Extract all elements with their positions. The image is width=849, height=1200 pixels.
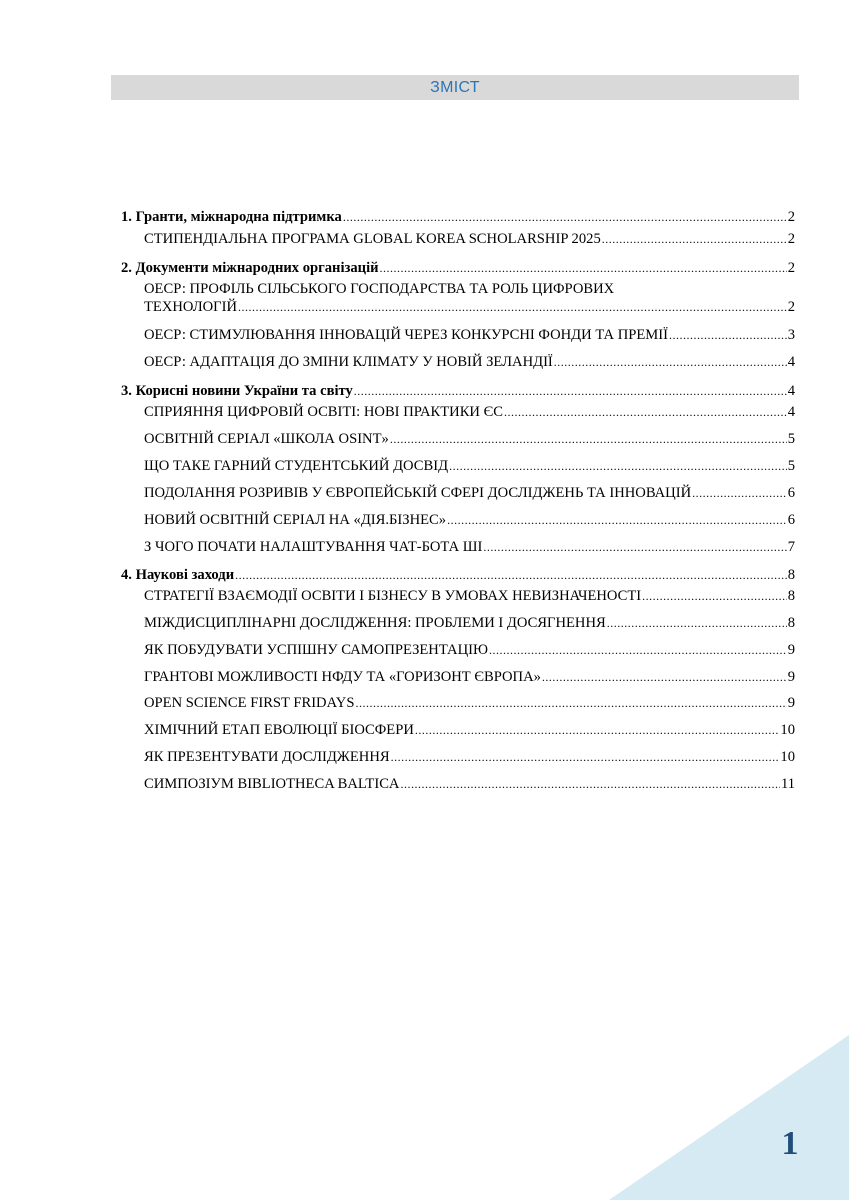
toc-entry-page: 4 <box>787 383 795 399</box>
toc-leader <box>447 511 787 529</box>
toc-entry-page: 7 <box>787 539 795 555</box>
toc-entry-title: 4. Наукові заходи <box>121 567 235 583</box>
toc-entry-title: ПОДОЛАННЯ РОЗРИВІВ У ЄВРОПЕЙСЬКІЙ СФЕРІ ДОСЛІДЖЕНЬ ТА ІННОВАЦІЙ <box>144 485 692 501</box>
toc-leader <box>235 566 787 584</box>
toc-leader <box>343 208 787 226</box>
toc-entry-page: 5 <box>787 431 795 447</box>
toc-entry-title: ЯК ПОБУДУВАТИ УСПІШНУ САМОПРЕЗЕНТАЦІЮ <box>144 642 488 658</box>
toc-entry-title: ТЕХНОЛОГІЙ <box>144 299 237 315</box>
toc-entry[interactable] <box>144 457 795 475</box>
toc-entry-title: ЯК ПРЕЗЕНТУВАТИ ДОСЛІДЖЕННЯ <box>144 749 390 765</box>
toc-leader <box>504 403 787 421</box>
toc-entry-page: 2 <box>787 231 795 247</box>
toc-entry-title: 1. Гранти, міжнародна підтримка <box>121 209 342 225</box>
toc-entry-title-line1: ОЕСР: ПРОФІЛЬ СІЛЬСЬКОГО ГОСПОДАРСТВА ТА РОЛЬ ЦИФРОВИХ <box>144 281 615 297</box>
toc-entry[interactable] <box>144 353 795 371</box>
toc-entry-title: ОСВІТНІЙ СЕРІАЛ «ШКОЛА OSINT» <box>144 431 389 447</box>
toc-entry[interactable] <box>121 208 795 226</box>
toc-entry[interactable] <box>144 641 795 659</box>
toc-entry-page: 8 <box>787 567 795 583</box>
toc-entry[interactable] <box>144 775 795 793</box>
toc-leader <box>602 230 787 248</box>
toc-entry-page: 2 <box>787 260 795 276</box>
toc-leader <box>238 298 787 316</box>
toc-entry-page: 5 <box>787 458 795 474</box>
toc-leader <box>355 694 786 712</box>
toc-entry-page: 2 <box>787 299 795 315</box>
toc-entry-title: ГРАНТОВІ МОЖЛИВОСТІ НФДУ ТА «ГОРИЗОНТ ЄВРОПА» <box>144 669 541 685</box>
toc-entry-page: 4 <box>787 404 795 420</box>
toc-leader <box>692 484 787 502</box>
toc-entry-line2 <box>144 298 795 316</box>
toc-leader <box>554 353 787 371</box>
toc-leader <box>483 538 786 556</box>
toc-entry[interactable] <box>144 430 795 448</box>
toc-leader <box>669 326 787 344</box>
toc-leader <box>354 382 787 400</box>
toc-leader <box>415 721 780 739</box>
toc-entry[interactable] <box>144 668 795 686</box>
toc-entry[interactable] <box>144 511 795 529</box>
toc-entry[interactable] <box>144 587 795 605</box>
toc-entry-title: СПРИЯННЯ ЦИФРОВІЙ ОСВІТІ: НОВІ ПРАКТИКИ ЄС <box>144 404 503 420</box>
toc-entry-page: 9 <box>787 642 795 658</box>
corner-triangle-shape <box>609 1035 849 1200</box>
toc-entry[interactable] <box>121 566 795 584</box>
toc-entry-title: З ЧОГО ПОЧАТИ НАЛАШТУВАННЯ ЧАТ-БОТА ШІ <box>144 539 483 555</box>
toc-entry-page: 4 <box>787 354 795 370</box>
toc-entry-title: МІЖДИСЦИПЛІНАРНІ ДОСЛІДЖЕННЯ: ПРОБЛЕМИ І ДОСЯГНЕННЯ <box>144 615 606 631</box>
toc-entry[interactable] <box>144 484 795 502</box>
toc-entry-page: 9 <box>787 695 795 711</box>
toc-leader <box>489 641 787 659</box>
toc-entry[interactable] <box>144 721 795 739</box>
toc-entry[interactable] <box>144 694 795 712</box>
toc-leader <box>449 457 787 475</box>
toc-entry-title: СТРАТЕГІЇ ВЗАЄМОДІЇ ОСВІТИ І БІЗНЕСУ В УМОВАХ НЕВИЗНАЧЕНОСТІ <box>144 588 642 604</box>
toc-entry-title: 3. Корисні новини України та світу <box>121 383 353 399</box>
toc-entry[interactable] <box>144 280 795 316</box>
page-title: ЗМІСТ <box>430 79 480 96</box>
toc-entry-title: СИМПОЗІУМ BIBLIOTHECA BALTICA <box>144 776 400 792</box>
toc-entry-title: ХІМІЧНИЙ ЕТАП ЕВОЛЮЦІЇ БІОСФЕРИ <box>144 722 414 738</box>
decorative-corner-triangle <box>609 1035 849 1200</box>
toc-entry[interactable] <box>144 614 795 632</box>
toc-entry-page: 3 <box>787 327 795 343</box>
toc-entry[interactable] <box>121 382 795 400</box>
toc-entry-title: ОЕСР: СТИМУЛЮВАННЯ ІННОВАЦІЙ ЧЕРЕЗ КОНКУРСНІ ФОНДИ ТА ПРЕМІЇ <box>144 327 668 343</box>
toc-entry-title: НОВИЙ ОСВІТНІЙ СЕРІАЛ НА «ДІЯ.БІЗНЕС» <box>144 512 447 528</box>
toc-entry-title: ОЕСР: АДАПТАЦІЯ ДО ЗМІНИ КЛІМАТУ У НОВІЙ ЗЕЛАНДІЇ <box>144 354 553 370</box>
toc-entry-page: 6 <box>787 485 795 501</box>
header-bar <box>111 75 799 100</box>
toc-entry-title: OPEN SCIENCE FIRST FRIDAYS <box>144 695 355 711</box>
toc-entry-page: 11 <box>780 776 795 792</box>
toc-entry-title: СТИПЕНДІАЛЬНА ПРОГРАМА GLOBAL KOREA SCHOLARSHIP 2025 <box>144 231 601 247</box>
toc-leader <box>542 668 787 686</box>
page-number: 1 <box>781 1125 799 1162</box>
toc-leader <box>642 587 787 605</box>
toc-entry-title: ЩО ТАКЕ ГАРНИЙ СТУДЕНТСЬКИЙ ДОСВІД <box>144 458 449 474</box>
toc-entry-page: 10 <box>780 722 795 738</box>
toc-entry[interactable] <box>144 748 795 766</box>
toc-entry-page: 6 <box>787 512 795 528</box>
toc-leader <box>391 748 780 766</box>
toc-entry[interactable] <box>121 259 795 277</box>
toc-entry-page: 9 <box>787 669 795 685</box>
toc-entry-page: 8 <box>787 615 795 631</box>
toc-leader <box>607 614 787 632</box>
toc-entry[interactable] <box>144 326 795 344</box>
toc-entry[interactable] <box>144 230 795 248</box>
toc-entry-title: 2. Документи міжнародних організацій <box>121 260 379 276</box>
toc-leader <box>400 775 779 793</box>
toc-leader <box>390 430 787 448</box>
toc-entry-page: 2 <box>787 209 795 225</box>
toc-entry-page: 8 <box>787 588 795 604</box>
toc-entry[interactable] <box>144 403 795 421</box>
toc-entry[interactable] <box>144 538 795 556</box>
toc-leader <box>380 259 787 277</box>
toc-entry-page: 10 <box>780 749 795 765</box>
